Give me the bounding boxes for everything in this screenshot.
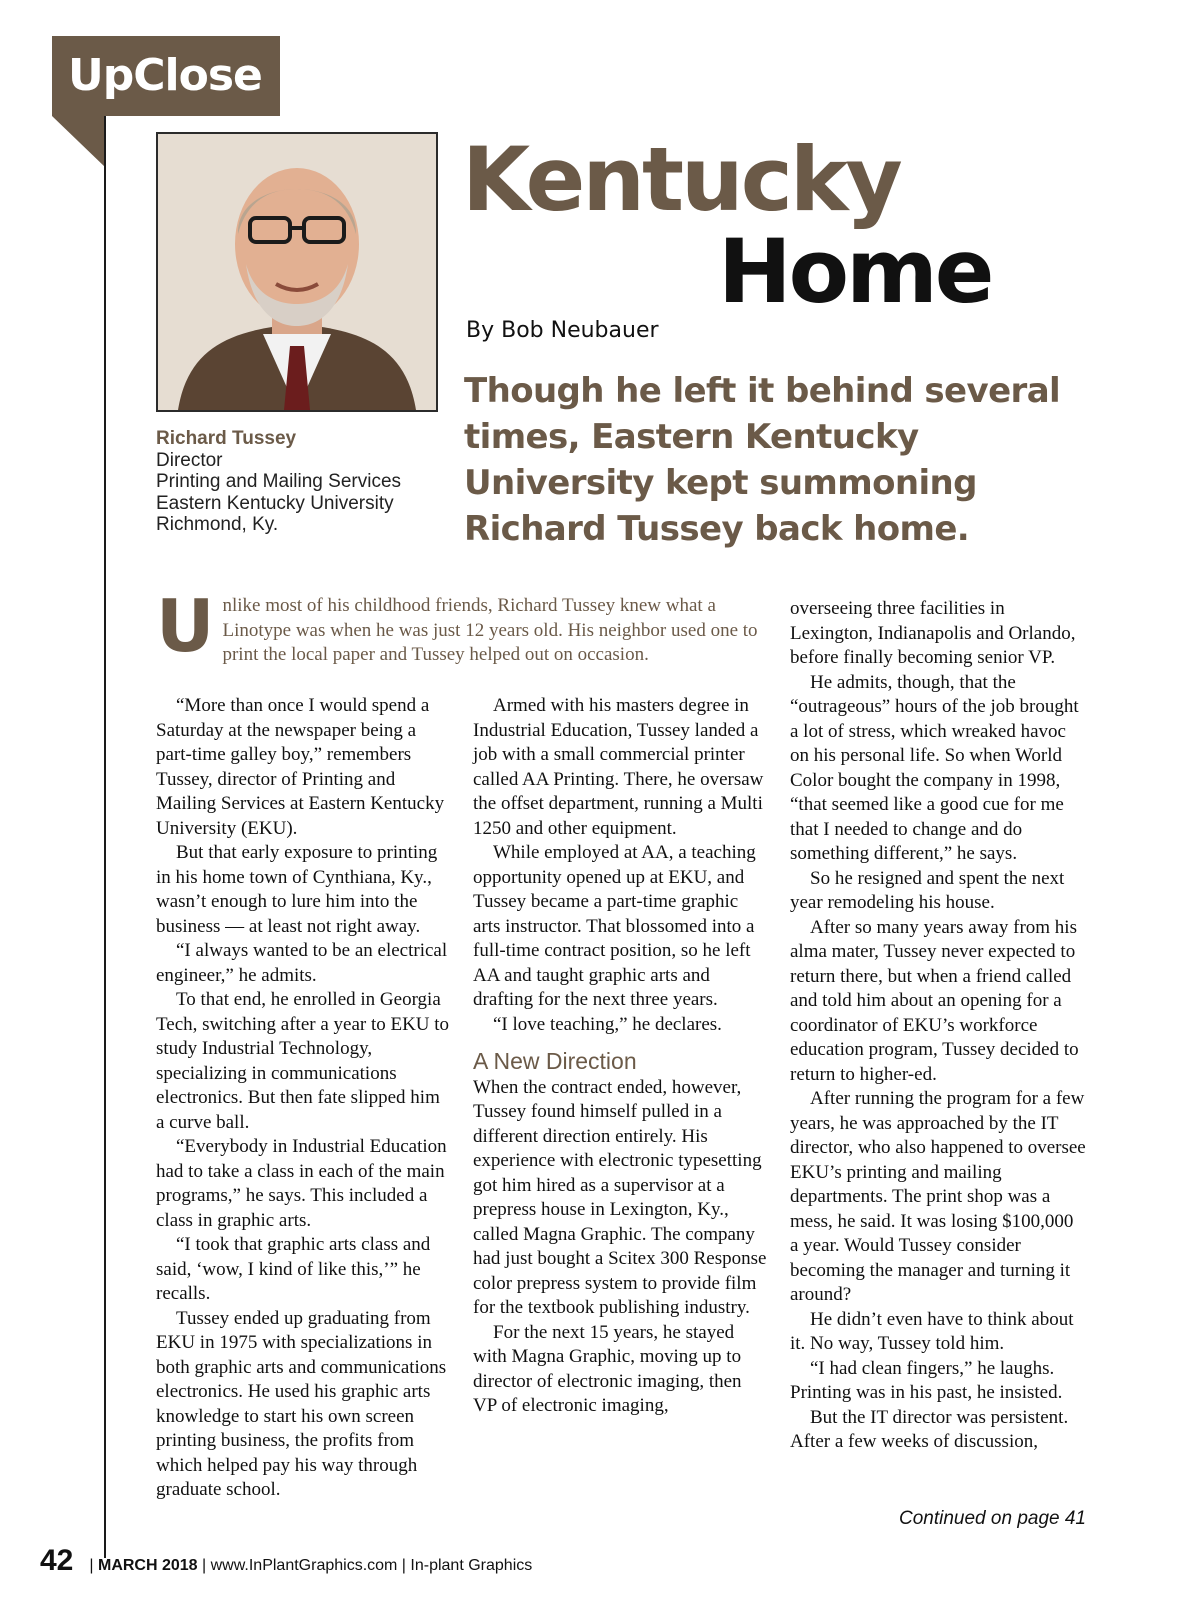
body-paragraph: When the contract ended, however, Tussey found himself pulled in a different direction entirely. His experience with electronic typesetting got him hired as a supervisor at a prepress house in Lexington, Ky., called Magna Graphic. The company had just bought a Scitex 300 Response color prepress system to provide film for the textbook publishing industry. xyxy=(473,1076,767,1318)
photo-caption xyxy=(156,428,456,536)
body-paragraph: “I took that graphic arts class and said, ‘wow, I kind of like this,’” he recalls. xyxy=(156,1234,431,1304)
body-paragraph: “Everybody in Industrial Education had to take a class in each of the main programs,” he says. This included a class in graphic arts. xyxy=(156,1136,447,1231)
body-paragraph: Tussey ended up graduating from EKU in 1975 with specializations in both graphic arts and communications electronics. He used his graphic arts knowledge to start his own screen printing business, the profits from which helped pay his way through graduate school. xyxy=(156,1307,447,1500)
body-paragraph: To that end, he enrolled in Georgia Tech, switching after a year to EKU to study Industrial Technology, specializing in communications electronics. But then fate slipped him a curve ball. xyxy=(156,989,450,1133)
body-column-3 xyxy=(790,597,1086,1455)
footer-text: | MARCH 2018 | www.InPlantGraphics.com | In-plant Graphics xyxy=(89,1557,533,1574)
body-paragraph: While employed at AA, a teaching opportunity opened up at EKU, and Tussey became a part-time graphic arts instructor. That blossomed into a full-time contract position, so he left AA and taught graphic arts and drafting for the next three years. xyxy=(473,842,756,1010)
body-paragraph: “I love teaching,” he declares. xyxy=(493,1013,722,1035)
page-footer xyxy=(40,1544,532,1578)
lede-paragraph xyxy=(156,584,766,668)
portrait-photo xyxy=(156,132,438,412)
body-paragraph: After running the program for a few years, he was approached by the IT director, who also happened to oversee EKU’s printing and mailing departments. The print shop was a mess, he said. It was losing $100,000 a year. Would Tussey consider becoming the manager and turning it around? xyxy=(790,1088,1086,1305)
body-paragraph: He didn’t even have to think about it. No way, Tussey told him. xyxy=(790,1308,1074,1354)
body-paragraph: After so many years away from his alma mater, Tussey never expected to return there, but when a friend called and told him about an opening for a coordinator of EKU’s workforce education program, Tussey decided to return to higher-ed. xyxy=(790,916,1079,1085)
body-paragraph: overseeing three facilities in Lexington, Indianapolis and Orlando, before finally becoming senior VP. xyxy=(790,598,1076,668)
subhead: A New Direction xyxy=(473,1048,637,1074)
page-number: 42 xyxy=(40,1544,74,1577)
footer-website: www.InPlantGraphics.com xyxy=(210,1557,398,1574)
section-label: UpClose xyxy=(52,36,280,116)
caption-name: Richard Tussey xyxy=(156,428,297,449)
body-paragraph: “I had clean fingers,” he laughs. Printing was in his past, he insisted. xyxy=(790,1357,1063,1403)
footer-issue: MARCH 2018 xyxy=(97,1557,198,1574)
body-paragraph: “More than once I would spend a Saturday at the newspaper being a part-time galley boy,” remembers Tussey, director of Printing and Mailing Services at Eastern Kentucky University (EKU). xyxy=(156,695,445,839)
body-paragraph: For the next 15 years, he stayed with Magna Graphic, moving up to director of electronic imaging, then VP of electronic imaging, xyxy=(473,1321,742,1416)
byline: By Bob Neubauer xyxy=(466,318,659,343)
caption-organization: Eastern Kentucky University xyxy=(156,492,394,514)
caption-title: Director xyxy=(156,449,223,471)
lede-text: nlike most of his childhood friends, Richard Tussey knew what a Linotype was when he was just 12 years old. His neighbor used one to print the local paper and Tussey helped out on occasion. xyxy=(222,595,758,665)
body-paragraph: “I always wanted to be an electrical engineer,” he admits. xyxy=(156,940,448,986)
deck: Though he left it behind several times, Eastern Kentucky University kept summoning Richard Tussey back home. xyxy=(464,371,1061,549)
caption-department: Printing and Mailing Services xyxy=(156,471,402,492)
drop-cap: U xyxy=(156,584,215,668)
body-column-2 xyxy=(473,694,769,1419)
continued-note: Continued on page 41 xyxy=(899,1508,1086,1529)
headline-line-2: Home xyxy=(718,220,992,323)
body-paragraph: Armed with his masters degree in Industrial Education, Tussey landed a job with a small commercial printer called AA Printing. There, he oversaw the offset department, running a Multi 1250 and other equipment. xyxy=(473,695,764,839)
vertical-rule xyxy=(104,116,106,1558)
body-paragraph: But that early exposure to printing in his home town of Cynthiana, Ky., wasn’t enough to lure him into the business — at least not right away. xyxy=(156,842,438,937)
body-column-1 xyxy=(156,694,452,1503)
body-paragraph: But the IT director was persistent. After a few weeks of discussion, xyxy=(790,1406,1069,1452)
headline-line-1: Kentucky xyxy=(462,128,900,231)
caption-location: Richmond, Ky. xyxy=(156,514,279,535)
body-paragraph: So he resigned and spent the next year remodeling his house. xyxy=(790,867,1065,913)
footer-publication: In-plant Graphics xyxy=(410,1557,533,1574)
body-paragraph: He admits, though, that the “outrageous” hours of the job brought a lot of stress, which wreaked havoc on his personal life. So when World Color bought the company in 1998, “that seemed like a good cue for me that I needed to change and do something different,” he says. xyxy=(790,671,1079,864)
section-label-tail xyxy=(52,116,106,168)
